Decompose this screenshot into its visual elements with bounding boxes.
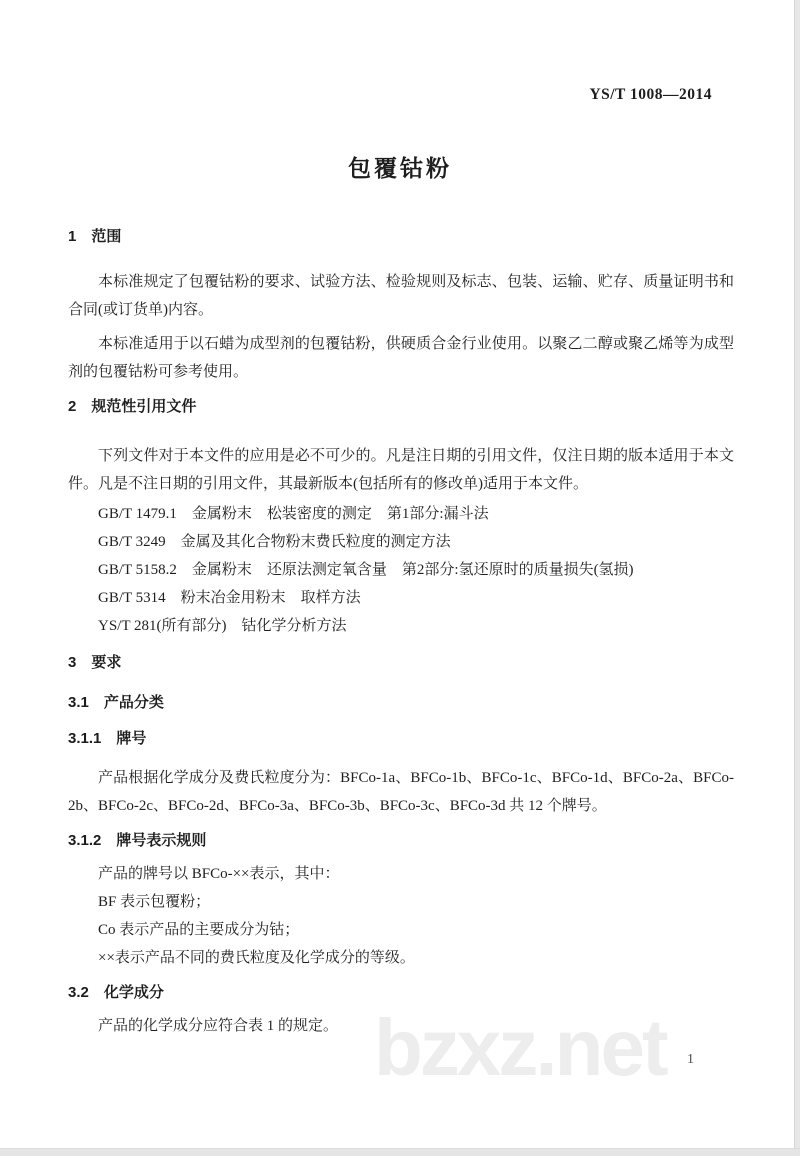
section-heading: 3.1.2 牌号表示规则 — [68, 832, 207, 849]
paragraph: 本标准适用于以石蜡为成型剂的包覆钴粉，供硬质合金行业使用。以聚乙二醇或聚乙烯等为成型剂的包覆钴粉可参考使用。 — [68, 336, 734, 380]
site-watermark: bzxz.net — [374, 1003, 666, 1092]
reference-item: GB/T 5158.2 金属粉末 还原法测定氧含量 第2部分:氢还原时的质量损失(氢损) — [98, 562, 634, 578]
section-heading: 3.2 化学成分 — [68, 984, 164, 1001]
definition-line: BF 表示包覆粉； — [98, 894, 211, 910]
definition-line: ××表示产品不同的费氏粒度及化学成分的等级。 — [98, 950, 415, 966]
page-edge-shadow-bottom — [0, 1148, 800, 1156]
paragraph: 下列文件对于本文件的应用是必不可少的。凡是注日期的引用文件，仅注日期的版本适用于本文件。凡是不注日期的引用文件，其最新版本(包括所有的修改单)适用于本文件。 — [68, 448, 734, 492]
reference-item: YS/T 281(所有部分) 钴化学分析方法 — [98, 618, 347, 634]
page-number: 1 — [687, 1052, 694, 1067]
standard-number: YS/T 1008—2014 — [589, 86, 712, 103]
reference-item: GB/T 1479.1 金属粉末 松装密度的测定 第1部分:漏斗法 — [98, 506, 489, 522]
section-heading: 3.1 产品分类 — [68, 694, 164, 711]
document-body — [68, 218, 734, 1040]
section-heading: 3 要求 — [68, 654, 122, 671]
definition-line: 产品的牌号以 BFCo-××表示，其中： — [98, 866, 340, 882]
section-heading: 2 规范性引用文件 — [68, 398, 197, 415]
document-title: 包覆钴粉 — [348, 155, 452, 181]
definition-line: Co 表示产品的主要成分为钴； — [98, 922, 300, 938]
section-heading: 3.1.1 牌号 — [68, 730, 147, 747]
section-heading: 1 范围 — [68, 228, 122, 245]
reference-item: GB/T 5314 粉末冶金用粉末 取样方法 — [98, 590, 361, 606]
paragraph: 本标准规定了包覆钴粉的要求、试验方法、检验规则及标志、包装、运输、贮存、质量证明书和合同(或订货单)内容。 — [68, 274, 734, 318]
paragraph: 产品根据化学成分及费氏粒度分为：BFCo-1a、BFCo-1b、BFCo-1c、BFCo-1d、BFCo-2a、BFCo-2b、BFCo-2c、BFCo-2d、BFCo-3a、BFCo-3b、BFCo-3c、BFCo-3d 共 12 个牌号。 — [68, 770, 734, 814]
page-edge-shadow-right — [794, 0, 800, 1156]
paragraph: 产品的化学成分应符合表 1 的规定。 — [98, 1018, 339, 1034]
reference-item: GB/T 3249 金属及其化合物粉末费氏粒度的测定方法 — [98, 534, 451, 550]
